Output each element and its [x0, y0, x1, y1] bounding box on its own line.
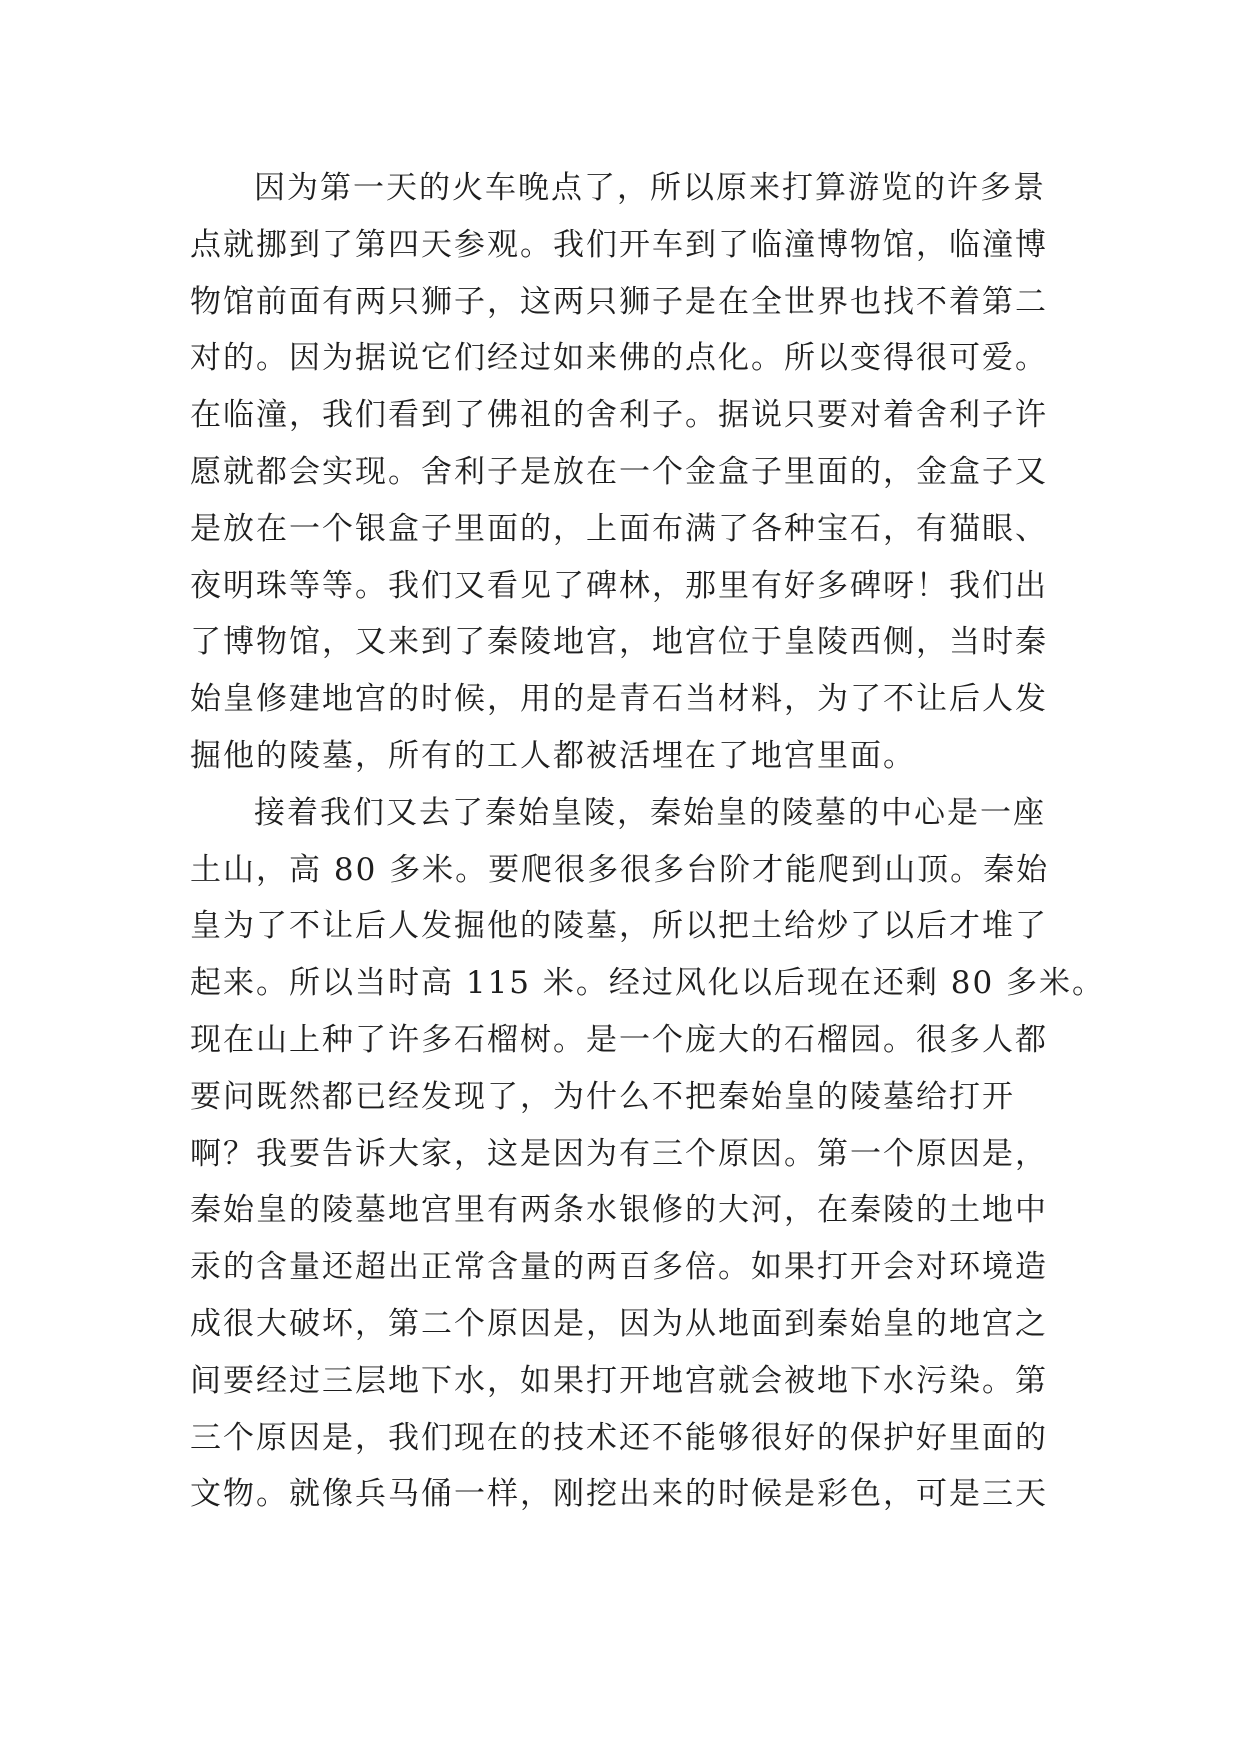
- paragraph-1: [190, 160, 1070, 785]
- paragraph-line: 愿就都会实现。舍利子是放在一个金盒子里面的，金盒子又: [190, 453, 1048, 490]
- paragraph-line: 要问既然都已经发现了，为什么不把秦始皇的陵墓给打开: [190, 1078, 1015, 1115]
- paragraph-2: [190, 785, 1106, 1523]
- paragraph-line: 起来。所以当时高 115 米。经过风化以后现在还剩 80 多米。: [190, 965, 1106, 1002]
- paragraph-line: 文物。就像兵马俑一样，刚挖出来的时候是彩色，可是三天: [190, 1476, 1048, 1513]
- paragraph-line: 夜明珠等等。我们又看见了碑林，那里有好多碑呀！我们出: [190, 567, 1048, 604]
- document-body: [190, 160, 1106, 1523]
- paragraph-line: 三个原因是，我们现在的技术还不能够很好的保护好里面的: [190, 1419, 1048, 1456]
- paragraph-line: 成很大破坏，第二个原因是，因为从地面到秦始皇的地宫之: [190, 1305, 1048, 1342]
- paragraph-line: 汞的含量还超出正常含量的两百多倍。如果打开会对环境造: [190, 1249, 1048, 1286]
- paragraph-line: 皇为了不让后人发掘他的陵墓，所以把土给炒了以后才堆了: [190, 908, 1048, 945]
- paragraph-line: 间要经过三层地下水，如果打开地宫就会被地下水污染。第: [190, 1362, 1048, 1399]
- paragraph-line: 在临潼，我们看到了佛祖的舍利子。据说只要对着舍利子许: [190, 397, 1048, 434]
- paragraph-line: 是放在一个银盒子里面的，上面布满了各种宝石，有猫眼、: [190, 510, 1048, 547]
- paragraph-line: 对的。因为据说它们经过如来佛的点化。所以变得很可爱。: [190, 340, 1048, 377]
- paragraph-line: 土山，高 80 多米。要爬很多很多台阶才能爬到山顶。秦始: [190, 851, 1050, 888]
- paragraph-line: 现在山上种了许多石榴树。是一个庞大的石榴园。很多人都: [190, 1021, 1048, 1058]
- paragraph-line: 因为第一天的火车晚点了，所以原来打算游览的许多景: [254, 170, 1046, 206]
- paragraph-line: 啊？我要告诉大家，这是因为有三个原因。第一个原因是，: [190, 1135, 1048, 1172]
- paragraph-line: 始皇修建地宫的时候，用的是青石当材料，为了不让后人发: [190, 681, 1048, 718]
- paragraph-line: 了博物馆，又来到了秦陵地宫，地宫位于皇陵西侧，当时秦: [190, 624, 1048, 661]
- paragraph-line: 秦始皇的陵墓地宫里有两条水银修的大河，在秦陵的土地中: [190, 1192, 1048, 1229]
- paragraph-line: 点就挪到了第四天参观。我们开车到了临潼博物馆，临潼博: [190, 226, 1048, 263]
- paragraph-line: 物馆前面有两只狮子，这两只狮子是在全世界也找不着第二: [190, 283, 1048, 320]
- paragraph-line: 掘他的陵墓，所有的工人都被活埋在了地宫里面。: [190, 737, 916, 774]
- paragraph-line: 接着我们又去了秦始皇陵，秦始皇的陵墓的中心是一座: [254, 794, 1046, 831]
